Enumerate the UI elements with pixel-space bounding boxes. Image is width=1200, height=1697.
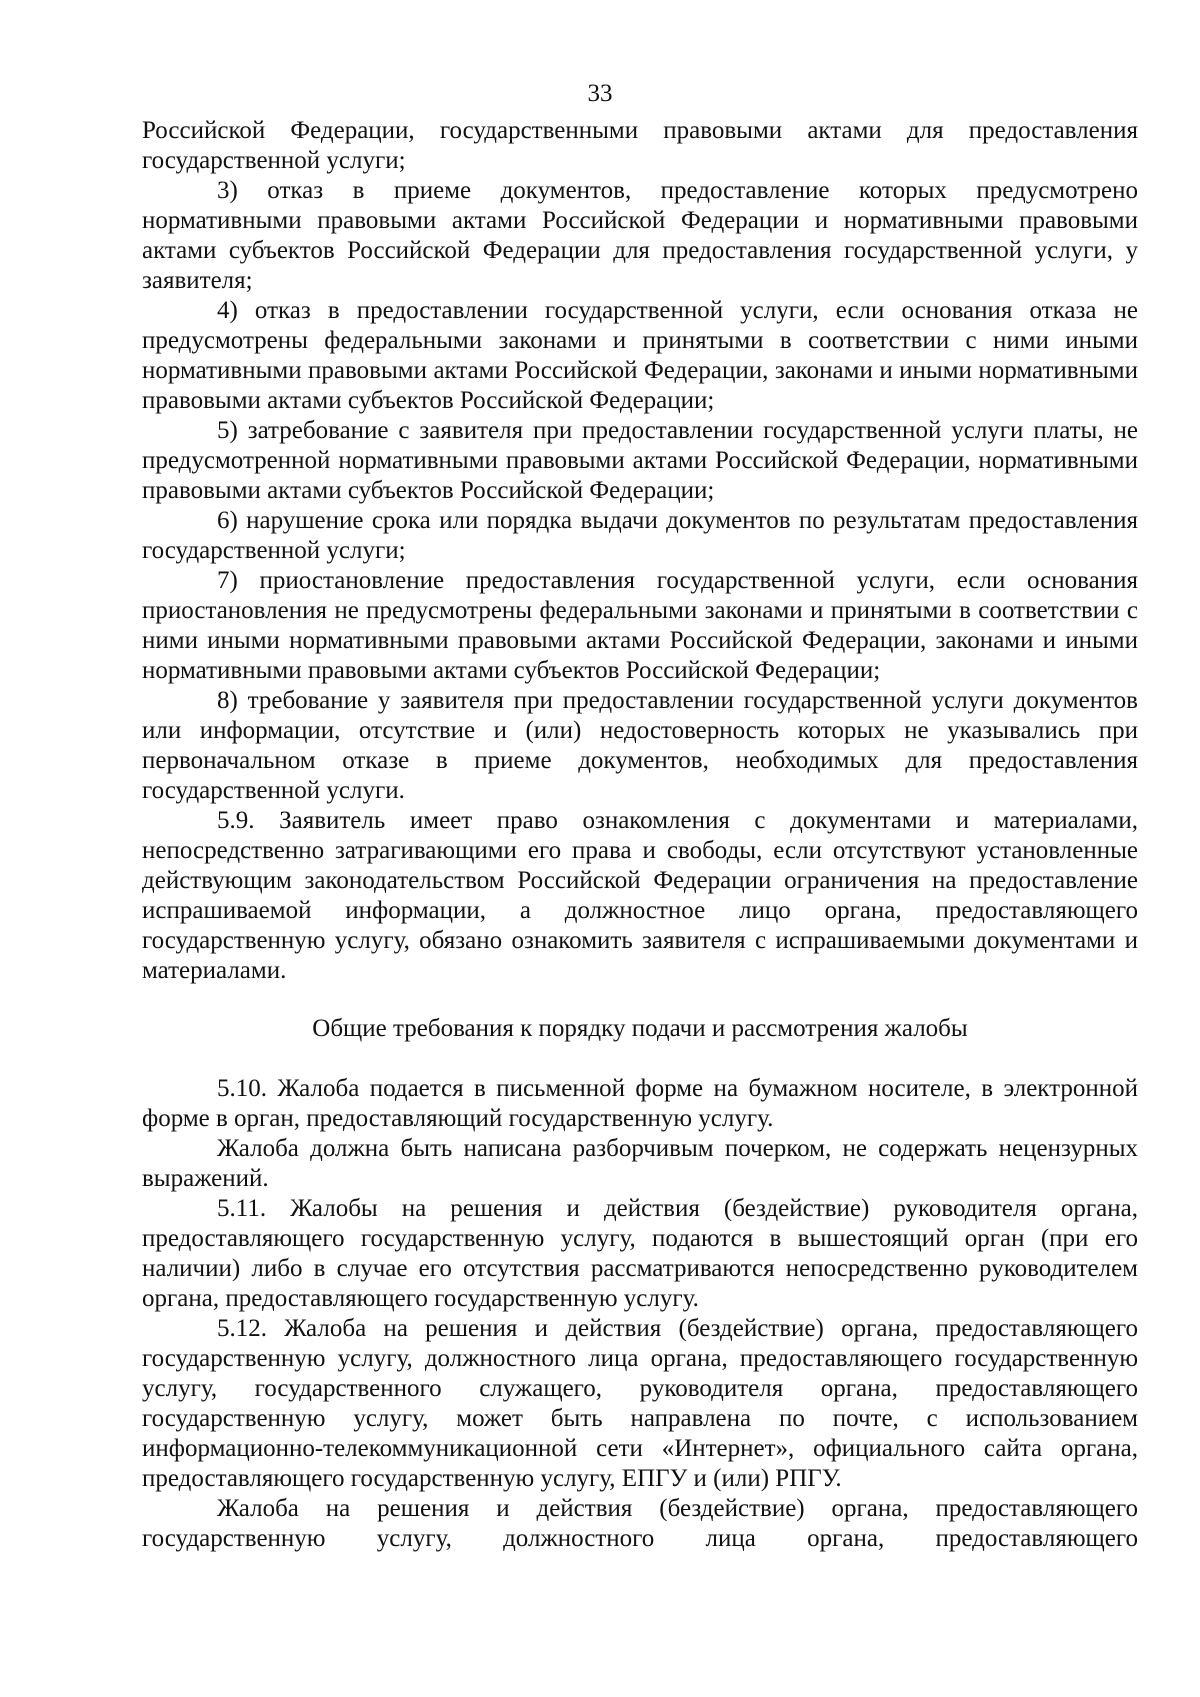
- paragraph: 8) требование у заявителя при предоставлении государственной услуги документов или информации, отсутствие и (или) недостоверность которых не указывались при первоначальном отказе в приеме документов, необходимых для предоставления государственной услуги.: [142, 687, 1138, 804]
- document-body: [142, 116, 1138, 1554]
- paragraph: 5.11. Жалобы на решения и действия (бездействие) руководителя органа, предоставляющего государственную услугу, подаются в вышестоящий орган (при его наличии) либо в случае его отсутствия рассматриваются непосредственно руководителем органа, предоставляющего государственную услугу.: [142, 1195, 1138, 1312]
- paragraph: 5) затребование с заявителя при предоставлении государственной услуги платы, не предусмотренной нормативными правовыми актами Российской Федерации, нормативными правовыми актами субъектов Российской Федерации;: [142, 417, 1138, 504]
- paragraph: 6) нарушение срока или порядка выдачи документов по результатам предоставления государственной услуги;: [142, 507, 1138, 564]
- section-heading: Общие требования к порядку подачи и рассмотрения жалобы: [312, 1015, 968, 1042]
- paragraph: Жалоба должна быть написана разборчивым почерком, не содержать нецензурных выражений.: [142, 1135, 1138, 1192]
- paragraph: 3) отказ в приеме документов, предоставление которых предусмотрено нормативными правовыми актами Российской Федерации и нормативными правовыми актами субъектов Российской Федерации для предоставления государственной услуги, у заявителя;: [142, 177, 1138, 294]
- paragraph: Российской Федерации, государственными правовыми актами для предоставления государственной услуги;: [142, 117, 1138, 174]
- paragraph: 4) отказ в предоставлении государственной услуги, если основания отказа не предусмотрены федеральными законами и принятыми в соответствии с ними иными нормативными правовыми актами Российской Федерации, законами и иными нормативными правовыми актами субъектов Российской Федерации;: [142, 297, 1138, 414]
- paragraph: 5.10. Жалоба подается в письменной форме на бумажном носителе, в электронной форме в орган, предоставляющий государственную услугу.: [142, 1075, 1138, 1132]
- page-number: 33: [587, 80, 613, 107]
- paragraph: 7) приостановление предоставления государственной услуги, если основания приостановления не предусмотрены федеральными законами и принятыми в соответствии с ними иными нормативными правовыми актами Российской Федерации, законами и иными нормативными правовыми актами субъектов Российской Федерации;: [142, 567, 1138, 684]
- paragraph: 5.9. Заявитель имеет право ознакомления с документами и материалами, непосредственно затрагивающими его права и свободы, если отсутствуют установленные действующим законодательством Российской Федерации ограничения на предоставление испрашиваемой информации, а должностное лицо органа, предоставляющего государственную услугу, обязано ознакомить заявителя с испрашиваемыми документами и материалами.: [142, 807, 1138, 984]
- paragraph: 5.12. Жалоба на решения и действия (бездействие) органа, предоставляющего государственную услугу, должностного лица органа, предоставляющего государственную услугу, государственного служащего, руководителя органа, предоставляющего государственную услугу, может быть направлена по почте, с использованием информационно-телекоммуникационной сети «Интернет», официального сайта органа, предоставляющего государственную услугу, ЕПГУ и (или) РПГУ.: [142, 1315, 1138, 1492]
- paragraph: Жалоба на решения и действия (бездействие) органа, предоставляющего государственную услугу, должностного лица органа, предоставляющего: [142, 1495, 1138, 1552]
